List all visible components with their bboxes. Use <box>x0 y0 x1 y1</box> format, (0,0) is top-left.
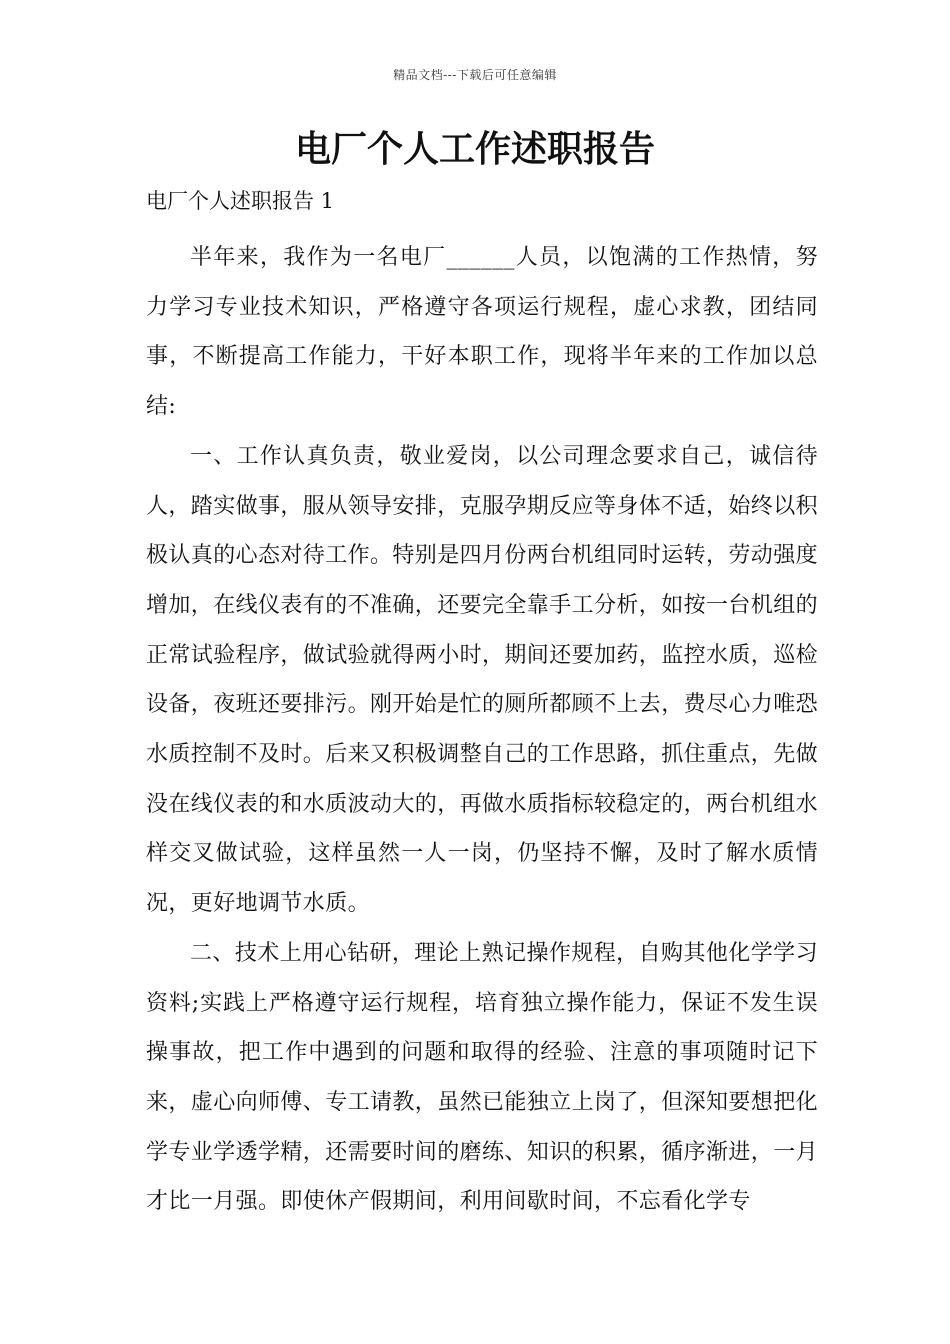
document-body <box>146 233 818 1227</box>
paragraph-section-one: 一、工作认真负责，敬业爱岗，以公司理念要求自己，诚信待人，踏实做事，服从领导安排，克服孕期反应等身体不适，始终以积极认真的心态对待工作。特别是四月份两台机组同时运转，劳动强度增加，在线仪表有的不准确，还要完全靠手工分析，如按一台机组的正常试验程序，做试验就得两小时，期间还要加药，监控水质，巡检设备，夜班还要排污。刚开始是忙的厕所都顾不上去，费尽心力唯恐水质控制不及时。后来又积极调整自己的工作思路，抓住重点，先做没在线仪表的和水质波动大的，再做水质指标较稳定的，两台机组水样交叉做试验，这样虽然一人一岗，仍坚持不懈，及时了解水质情况，更好地调节水质。 <box>146 443 819 917</box>
paragraph-intro: 半年来，我作为一名电厂______人员，以饱满的工作热情，努力学习专业技术知识，严格遵守各项运行规程，虚心求教，团结同事，不断提高工作能力，干好本职工作，现将半年来的工作加以总结: <box>146 245 818 420</box>
paragraph-section-two: 二、技术上用心钻研，理论上熟记操作规程，自购其他化学学习资料;实践上严格遵守运行规程，培育独立操作能力，保证不发生误操事故，把工作中遇到的问题和取得的经验、注意的事项随时记下来，虚心向师傅、专工请教，虽然已能独立上岗了，但深知要想把化学专业学透学精，还需要时间的磨练、知识的积累，循序渐进，一月才比一月强。即使休产假期间，利用间歇时间，不忘看化学专 <box>146 940 819 1215</box>
document-subtitle: 电厂个人述职报告 1 <box>146 189 335 213</box>
header-note: 精品文档---下载后可任意编辑 <box>393 68 557 82</box>
document-title: 电厂个人工作述职报告 <box>294 128 655 170</box>
